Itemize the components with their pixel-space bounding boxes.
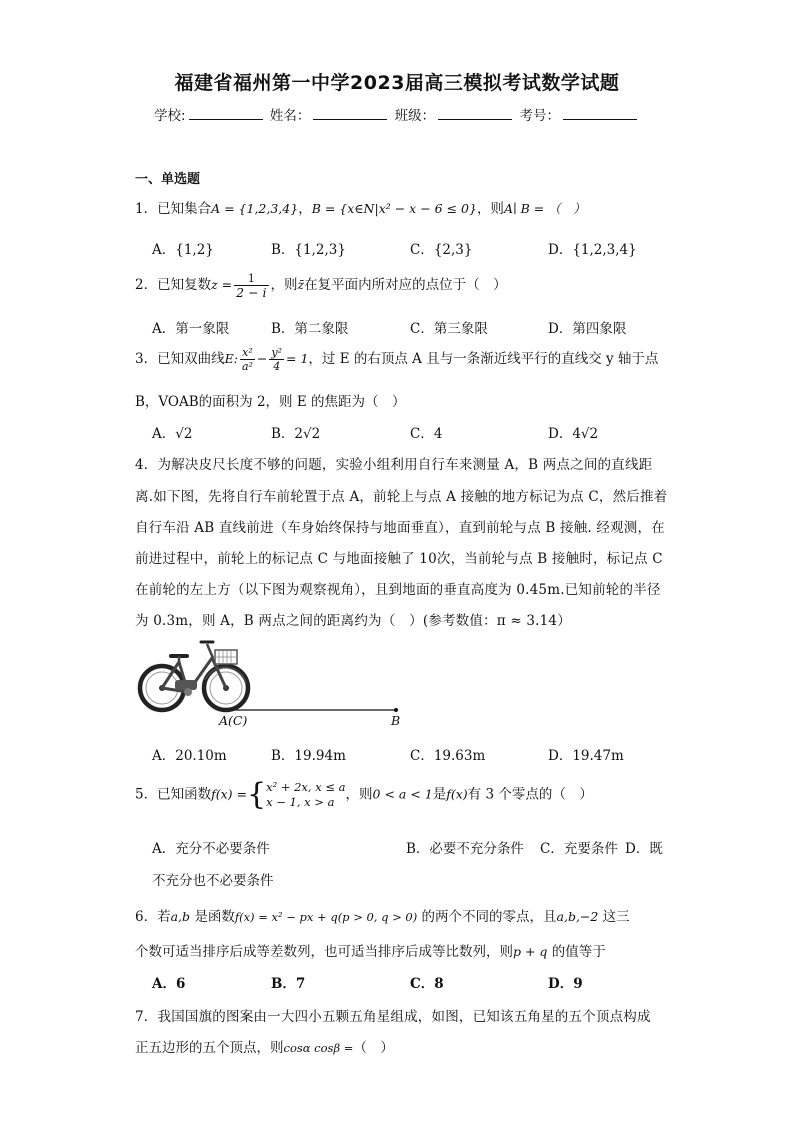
q1-set-a: A = {1,2,3,4} <box>211 201 299 216</box>
q2-option-d[interactable]: D．第四象限 <box>548 321 627 337</box>
q3-text: 3．已知双曲线 <box>135 351 225 367</box>
q2-text-b: ，则 <box>270 277 298 293</box>
exam-number-blank[interactable] <box>563 107 637 120</box>
q3-frac-x <box>240 346 255 373</box>
q6-text-e: 个数可适当排序后成等差数列，也可适当排序后成等比数列，则 <box>135 944 513 960</box>
q6-option-b[interactable]: B．7 <box>271 976 306 992</box>
q3-option-b[interactable]: B．2√2 <box>271 426 321 442</box>
q1-set-b: B = {x∈N|x² − x − 6 ≤ 0} <box>311 201 477 216</box>
q5-option-d-cont: 不充分也不必要条件 <box>152 873 274 889</box>
q7-line-1: 7．我国国旗的图案由一大四小五颗五角星组成，如图，已知该五角星的五个顶点构成 <box>135 1009 651 1025</box>
q4-line-2: 离.如下图，先将自行车前轮置于点 A，前轮上与点 A 接触的地方标记为点 C，然后推着 <box>135 489 668 505</box>
q5-brace: { <box>246 777 267 812</box>
q6-fn: f(x) = x² − px + q(p > 0, q > 0) <box>234 910 418 924</box>
q3-option-d[interactable]: D．4√2 <box>548 426 599 442</box>
question-1-stem <box>135 197 586 217</box>
q4-option-d[interactable]: D．19.47m <box>548 748 624 764</box>
q2-numerator: 1 <box>234 272 268 286</box>
q1-option-b[interactable]: B．{1,2,3} <box>271 242 346 258</box>
q7-text-a: 正五边形的五个顶点，则 <box>135 1040 284 1056</box>
q2-option-b[interactable]: B．第二象限 <box>271 321 349 337</box>
question-6-line-1 <box>135 905 630 925</box>
q3-option-a[interactable]: A．√2 <box>152 426 193 442</box>
q3-minus: − <box>256 351 268 366</box>
student-info-row <box>0 104 794 124</box>
question-3-stem <box>135 346 658 373</box>
q1-option-c[interactable]: C．{2,3} <box>410 242 473 258</box>
q4-line-3: 自行车沿 AB 直线前进（车身始终保持与地面垂直），直到前轮与点 B 接触. 经观测，在 <box>135 520 665 536</box>
q1-text-b: ，则 <box>476 201 504 217</box>
q4-line-4: 前进过程中，前轮上的标记点 C 与地面接触了 10次，当前轮与点 B 接触时，标记点 C <box>135 551 663 567</box>
q2-z: z = <box>211 277 233 292</box>
q5-piece-1: x² + 2x, x ≤ a <box>266 780 346 794</box>
q3-frac-y <box>269 346 284 373</box>
name-blank[interactable] <box>313 107 387 120</box>
q6-text-d: 这三 <box>602 909 630 925</box>
q3-text-b: ，过 E 的右顶点 A 且与一条渐近线平行的直线交 y 轴于点 <box>308 351 659 367</box>
section-heading: 一、单选题 <box>135 172 201 187</box>
q2-fraction <box>234 272 268 299</box>
q6-option-a[interactable]: A．6 <box>152 976 186 992</box>
q6-text-a: 6．若 <box>135 909 171 925</box>
q5-option-a[interactable]: A．充分不必要条件 <box>152 841 270 857</box>
q6-option-c[interactable]: C．8 <box>410 976 444 992</box>
question-2-stem <box>135 272 507 299</box>
question-5-stem <box>135 777 593 812</box>
stem <box>207 644 213 658</box>
q5-text-b: ，则 <box>345 786 373 803</box>
q6-text-f: 的值等于 <box>551 944 606 960</box>
q2-zbar: z̄ <box>297 277 305 292</box>
q5-text-c: 是 <box>432 786 447 803</box>
pedal-crank <box>184 688 192 696</box>
q3-den-a: a² <box>241 360 253 373</box>
exam-number-label: 考号： <box>519 108 560 124</box>
q5-fx2: f(x) <box>446 786 468 802</box>
q5-option-c[interactable]: C．充要条件 <box>540 841 618 857</box>
q4-line-1: 4．为解决皮尺长度不够的问题，实验小组利用自行车来测量 A，B 两点之间的直线距 <box>135 457 653 473</box>
q5-piece-2: x − 1, x > a <box>266 795 335 809</box>
q1-option-a[interactable]: A．{1,2} <box>152 242 214 258</box>
q3-option-c[interactable]: C．4 <box>410 426 443 442</box>
question-3-line-2: B，VOAB的面积为 2，则 E 的焦距为（ ） <box>135 394 406 410</box>
q1-sep: ， <box>298 201 312 217</box>
q3-num-y: y² <box>271 346 283 359</box>
q6-text-b: 是函数 <box>194 909 235 925</box>
q4-option-c[interactable]: C．19.63m <box>410 748 486 764</box>
school-blank[interactable] <box>189 107 263 120</box>
q6-pq: p + q <box>513 944 548 959</box>
q6-text-c: 的两个不同的零点，且 <box>421 909 557 925</box>
class-label: 班级： <box>394 108 436 124</box>
question-6-line-2 <box>135 940 606 960</box>
q1-option-d[interactable]: D．{1,2,3,4} <box>548 242 637 258</box>
q1-text: 1．已知集合 <box>135 201 212 217</box>
school-label: 学校: <box>154 108 186 124</box>
q6-seq: a,b,−2 <box>556 909 599 924</box>
q2-option-c[interactable]: C．第三象限 <box>410 321 488 337</box>
label-a-c: A(C) <box>219 713 248 728</box>
q3-den-4: 4 <box>273 360 281 373</box>
bicycle-figure <box>133 636 423 732</box>
q5-option-d[interactable]: D．既 <box>625 841 663 857</box>
q4-line-5: 在前轮的左上方（以下图为观察视角），且到地面的垂直高度为 0.45m.已知前轮的半径 <box>135 582 661 598</box>
q4-line-6: 为 0.3m，则 A，B 两点之间的距离约为（ ）(参考数值：π ≈ 3.14） <box>135 613 571 629</box>
q5-pieces <box>266 780 345 810</box>
q2-text-c: 在复平面内所对应的点位于（ ） <box>304 277 507 293</box>
q7-expr: cosα cosβ = <box>283 1041 354 1055</box>
q1-expr: A∣ B = （ ） <box>503 201 586 216</box>
q3-num-x: x² <box>240 346 255 360</box>
q3-eq: = 1 <box>286 351 309 366</box>
name-label: 姓名： <box>269 108 311 124</box>
page-title: 福建省福州第一中学2023届高三模拟考试数学试题 <box>174 72 620 94</box>
q5-option-b[interactable]: B．必要不充分条件 <box>406 841 524 857</box>
q5-cond: 0 < a < 1 <box>372 786 433 802</box>
label-b: B <box>391 713 401 728</box>
q4-option-b[interactable]: B．19.94m <box>271 748 346 764</box>
class-blank[interactable] <box>438 107 512 120</box>
question-7-line-2 <box>135 1036 394 1056</box>
point-b-marker <box>394 708 398 712</box>
q7-text-b: （ ） <box>353 1040 394 1056</box>
q2-denominator: 2 − i <box>236 285 267 300</box>
q5-fx: f(x) = <box>211 786 247 802</box>
q2-option-a[interactable]: A．第一象限 <box>152 321 230 337</box>
q5-text-d: 有 3 个零点的（ ） <box>467 786 593 803</box>
basket-mesh <box>215 650 237 664</box>
q6-ab: a,b <box>170 909 191 924</box>
q5-text: 5．已知函数 <box>135 786 212 803</box>
chain-guard <box>175 680 197 690</box>
q3-e: E: <box>224 351 238 366</box>
q2-text: 2．已知复数 <box>135 277 212 293</box>
q6-option-d[interactable]: D．9 <box>548 976 583 992</box>
q4-option-a[interactable]: A．20.10m <box>152 748 227 764</box>
